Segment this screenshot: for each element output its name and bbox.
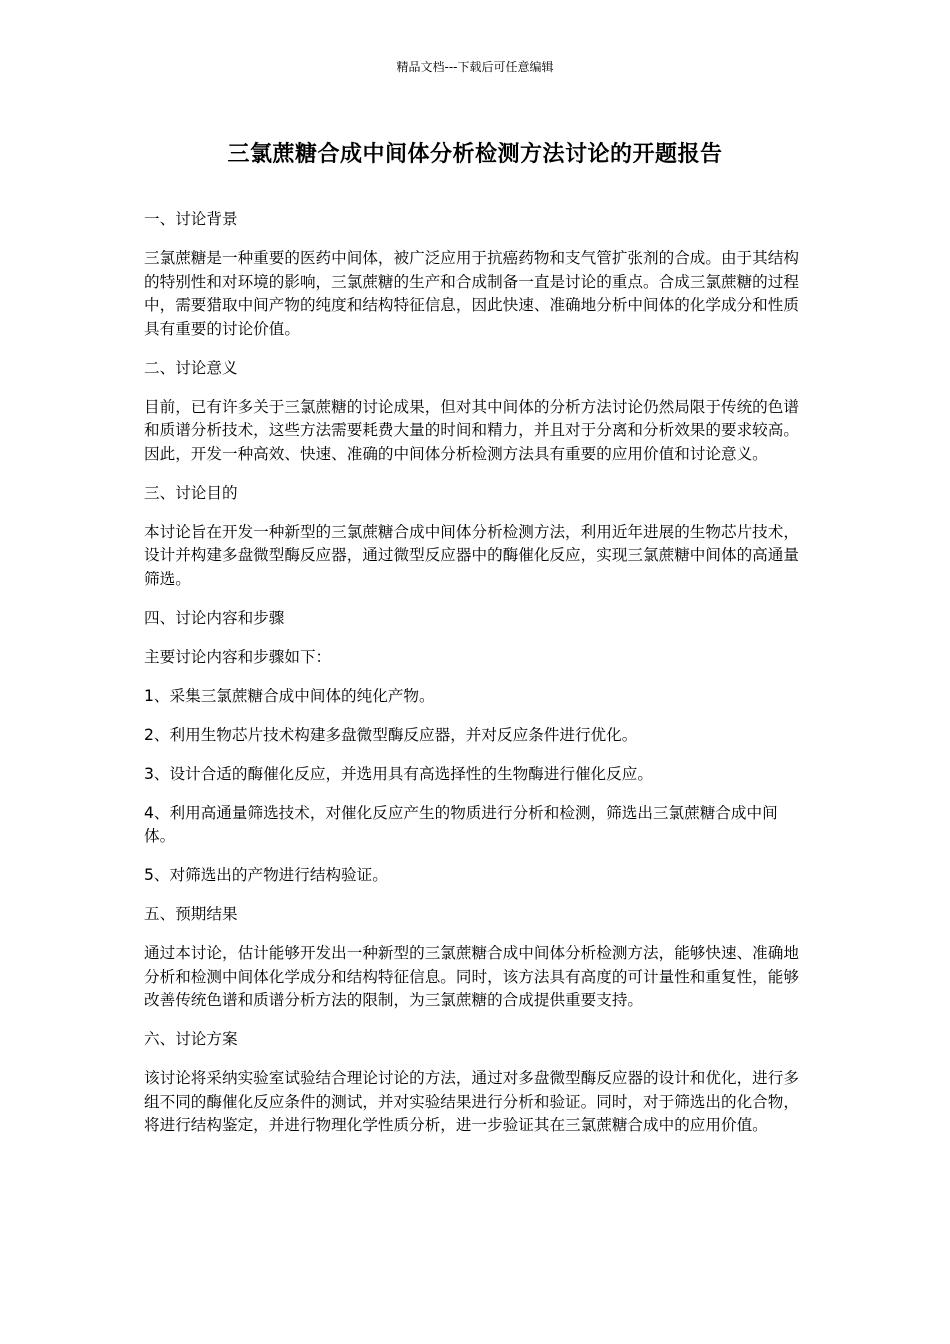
section-paragraph-significance: 目前，已有许多关于三氯蔗糖的讨论成果，但对其中间体的分析方法讨论仍然局限于传统的色谱和质谱分析技术，这些方法需要耗费大量的时间和精力，并且对于分离和分析效果的要求较高。因此，开发一种高效、快速、准确的中间体分析检测方法具有重要的应用价值和讨论意义。 — [144, 397, 799, 463]
section-heading-background: 一、讨论背景 — [144, 210, 238, 228]
document-title: 三氯蔗糖合成中间体分析检测方法讨论的开题报告 — [227, 142, 723, 167]
section-heading-purpose: 三、讨论目的 — [144, 483, 238, 502]
section-paragraph-purpose: 本讨论旨在开发一种新型的三氯蔗糖合成中间体分析检测方法，利用近年进展的生物芯片技术，设计并构建多盘微型酶反应器，通过微型反应器中的酶催化反应，实现三氯蔗糖中间体的高通量筛选。 — [144, 522, 799, 588]
section-heading-expected-results: 五、预期结果 — [144, 905, 238, 923]
list-item-step-1: 1、采集三氯蔗糖合成中间体的纯化产物。 — [144, 686, 435, 705]
header-note: 精品文档---下载后可任意编辑 — [396, 60, 554, 74]
section-paragraph-plan: 该讨论将采纳实验室试验结合理论讨论的方法，通过对多盘微型酶反应器的设计和优化，进行多组不同的酶催化反应条件的测试，并对实验结果进行分析和验证。同时，对于筛选出的化合物，将进行结构鉴定，并进行物理化学性质分析，进一步验证其在三氯蔗糖合成中的应用价值。 — [144, 1069, 799, 1134]
section-paragraph-expected-results: 通过本讨论，估计能够开发出一种新型的三氯蔗糖合成中间体分析检测方法，能够快速、准确地分析和检测中间体化学成分和结构特征信息。同时，该方法具有高度的可计量性和重复性，能够改善传统色谱和质谱分析方法的限制，为三氯蔗糖的合成提供重要支持。 — [144, 944, 799, 1009]
section-heading-significance: 二、讨论意义 — [144, 358, 238, 377]
list-item-step-3: 3、设计合适的酶催化反应，并选用具有高选择性的生物酶进行催化反应。 — [144, 764, 653, 783]
section-heading-plan: 六、讨论方案 — [144, 1030, 238, 1048]
list-item-step-5: 5、对筛选出的产物进行结构验证。 — [144, 866, 388, 884]
section-intro-content-steps: 主要讨论内容和步骤如下： — [144, 647, 332, 666]
document-body — [144, 208, 808, 1153]
list-item-step-2: 2、利用生物芯片技术构建多盘微型酶反应器，并对反应条件进行优化。 — [144, 725, 638, 744]
section-heading-content-steps: 四、讨论内容和步骤 — [144, 608, 285, 627]
list-item-step-4: 4、利用高通量筛选技术，对催化反应产生的物质进行分析和检测，筛选出三氯蔗糖合成中间体。 — [144, 803, 778, 845]
section-paragraph-background: 三氯蔗糖是一种重要的医药中间体，被广泛应用于抗癌药物和支气管扩张剂的合成。由于其结构的特别性和对环境的影响，三氯蔗糖的生产和合成制备一直是讨论的重点。合成三氯蔗糖的过程中，需要猎取中间产物的纯度和结构特征信息，因此快速、准确地分析中间体的化学成分和性质具有重要的讨论价值。 — [144, 249, 799, 338]
